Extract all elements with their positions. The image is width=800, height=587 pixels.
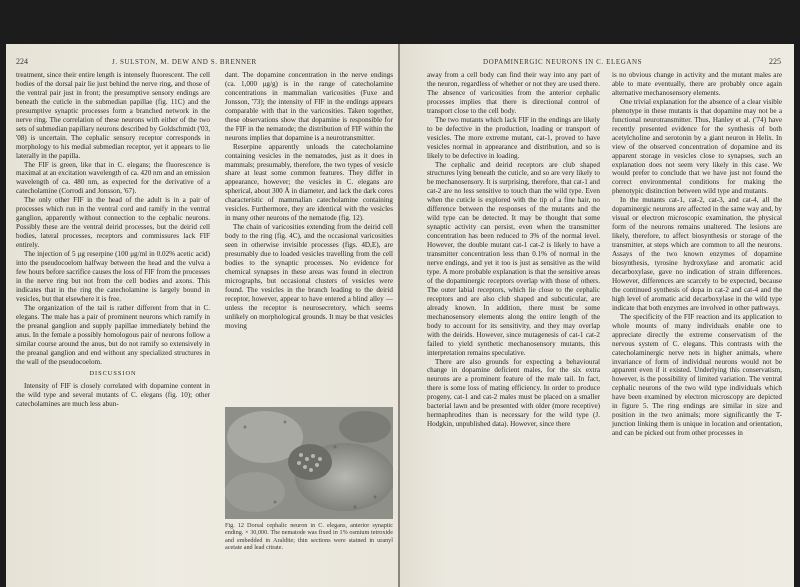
- paragraph: In the mutants cat-1, cat-2, cat-3, and cat-4, all the dopaminergic neurons are affected in the same way and, by visual or electron microscopic examination, the physical form of the neurons remains unaltered. The lesions are likely, therefore, to affect biosynthesis or storage of the transmitter, at steps which are common to all the neurons. Assays of the two known enzymes of dopamine biosynthesis, tyrosine hydroxylase and aromatic acid decarboxylase, gave no indication of strain differences. However, differences are scarcely to be expected, because the continued synthesis of dopa in cat-2 and cat-4 and the high level of aromatic acid decarboxylase in the wild type indicate that both enzymes are involved in other pathways.: [612, 196, 782, 312]
- left-running-head: J. SULSTON, M. DEW AND S. BRENNER: [112, 58, 257, 66]
- paragraph: The cephalic and deirid receptors are club shaped structures lying beneath the cuticle, and so are very likely to be mechanosensory. It is surprising, therefore, that cat-1 and cat-2 are no less sensitive to touch than the wild type. Even when the cuticle is explored with the tip of a fine hair, no difference between the responses of the mutants and the wild type can be detected. It may be thought that some synaptic activity can persist, even when the transmitter concentration has been reduced to 3% of the normal level. However, the double mutant cat-1 cat-2 is likely to have a transmitter concentration less than 0.1% of normal in the nerve endings, and yet it too is just as sensitive as the wild type. A more probable explanation is that the sensitive areas of the dopaminergic receptors overlap with those of others. The outer labial receptors, which lie close to the cephalic receptors and are also club shaped and subcuticular, are already known. In addition, there must be some mechanosensory elements along the entire length of the body to account for its sensitivity, and they may overlap with the deirids. However, since mutagenesis of cat-1 cat-2 failed to yield synthetic mechanosensory mutants, this interpretation remains speculative.: [427, 160, 600, 357]
- figure-caption: Fig. 12 Dorsal cephalic neuron in C. elegans, anterior synaptic ending. × 30,000. The nematode was fixed in 1% osmium tetroxide and embedded in Araldite; thin sections were stained in uranyl acetate and lead citrate.: [225, 522, 393, 551]
- right-page: [400, 44, 794, 587]
- paragraph: One trivial explanation for the absence of a clear visible phenotype in these mutants is that dopamine may not be a functional neurotransmitter. Thus, Hanley et al. ('74) have recently presented evidence for the synthesis of both acetylcholine and serotonin by a giant neuron in Helix. In view of the observed concentration of dopamine and its apparent storage in vesicles close to synapses, such an explanation does not seem very likely in this case. We would prefer to conclude that we have just not found the correct environmental conditions for making the phenotypic distinction between wild type and mutants.: [612, 97, 782, 196]
- paragraph: The organization of the tail is rather different from that in C. elegans. The male has a pair of prominent neurons which ramify in the preanal ganglion and supply papillae immediately behind the anus. In the female a possibly homologous pair of neurons follow a similar course around the anus, but do not ramify so extensively in the preanal ganglion and end without any specialized structures in the wall of the pseudocoelom.: [16, 303, 210, 366]
- micrograph-image: [225, 407, 393, 519]
- paragraph: dant. The dopamine concentration in the nerve endings (ca. 1,000 μg/g) is in the range of catecholamine concentrations in mammalian varicosities (Fuxe and Jonsson, '73); the intensity of FIF in the endings appears comparable with that in the varicosities. Taken together, these observations show that dopamine is responsible for the FIF in the nematode; the distribution of FIF within the neurons implies that dopamine is a neurotransmitter.: [225, 71, 393, 142]
- left-column-2: [225, 71, 393, 331]
- paragraph: The chain of varicosities extending from the deirid cell body to the ring (fig. 4C), and the occasional varicosities seen in otherwise invisible processes (figs. 4D,E), are presumably due to loaded vesicles travelling from the cell bodies to the synaptic processes. No evidence for chemical synapses in these areas was found in electron micrographs, but occasional clusters of vesicles were found. The vesicles in the branch leading to the deirid receptor, however, appear to have entered a blind alley — unless the receptor is neurosecretory, which seems unlikely on morphological grounds. It may be that vesicles moving: [225, 223, 393, 330]
- right-page-number: 225: [769, 57, 781, 66]
- paragraph: treatment, since their entire length is intensely fluorescent. The cell bodies of the dorsal pair lie just behind the nerve ring, and those of the ventral pair just in front; the presumptive sensory endings are beneath the cuticle in the submedian papillae (fig. 11C) and the presumptive synaptic processes form a branched network in the nerve ring. The correlation of these neurons with either of the two sets of submedian papillary neurons described by Goldschmidt ('03, '08) is uncertain. The cephalic sensory receptor corresponds in morphology to his medial submedian receptor, yet it appears to lie laterally in the papilla.: [16, 71, 210, 160]
- left-column-1: [16, 71, 210, 409]
- figure-12-micrograph: [225, 407, 393, 519]
- paragraph: The specificity of the FIF reaction and its application to whole mounts of many individuals enable one to appreciate directly the extreme conservatism of the nervous system of C. elegans. This contrasts with the catecholaminergic nerve nets in higher animals, where invariance of form of individual neurons would not be apparent even if it existed. Underlying this conservatism, however, is the possibility of limited variation. The ventral cephalic neurons of the two wild type individuals which have been examined by electron microscopy are depicted in figure 5. The ring endings are similar in size and position in the two animals; more significantly the T-junction linking them is unique in location and orientation, and can be picked out from other processes in: [612, 312, 782, 438]
- paragraph: away from a cell body can find their way into any part of the neuron, regardless of whether or not they are used there. The absence of varicosities from the anterior cephalic processes implies that there is directional control of transport close to the cell body.: [427, 71, 600, 115]
- paragraph: The FIF is green, like that in C. elegans; the fluorescence is maximal at an excitation wavelength of ca. 420 nm and an emission wavelength of ca. 480 nm, as expected for the derivative of a catecholamine (Corrodi and Jonsson, '67).: [16, 160, 210, 196]
- right-column-1: [427, 71, 600, 429]
- paragraph: The injection of 5 μg reserpine (100 μg/ml in 0.02% acetic acid) into the pseudocoelom halfway between the head and the vulva a few hours before sacrifice causes the loss of FIF from the processes in the nerve ring but not from the cell bodies and axons. This indicates that in the ring the catecholamine is largely bound in vesicles, but that elsewhere it is free.: [16, 250, 210, 303]
- left-page-number: 224: [16, 57, 28, 66]
- paragraph: Reserpine apparently unloads the catecholamine containing vesicles in the nematodes, just as it does in mammals; presumably, therefore, the two types of vesicle share at least some common features. They differ in appearance, however; the vesicles in C. elegans are spherical, about 300 Å in diameter, and lack the dark cores characteristic of mammalian catecholamine containing vesicles. Furthermore, they are identical with the vesicles in many other neurons of the nematode (fig. 12).: [225, 142, 393, 223]
- left-page: [6, 44, 398, 587]
- discussion-heading: DISCUSSION: [89, 370, 137, 378]
- paragraph: Intensity of FIF is closely correlated with dopamine content in the wild type and several mutants of C. elegans (fig. 10); other catecholamines are much less abun-: [16, 382, 210, 409]
- right-running-head: DOPAMINERGIC NEURONS IN C. ELEGANS: [483, 58, 643, 66]
- right-column-2: [612, 71, 782, 438]
- paragraph: The only other FIF in the head of the adult is in a pair of processes which run in the ventral cord and ramify in the ventral ganglion, apparently without connection to the cephalic neurons. Possibly these are the ventral deirid processes, but the deirid cell bodies, lateral processes, receptors and commissures lack FIF entirely.: [16, 196, 210, 250]
- paragraph: There are also grounds for expecting a behavioural change in dopamine deficient males, for the six extra neurons are a prominent feature of the male tail. In fact, there is some loss of mating efficiency. In order to produce progeny, cat-1 and cat-2 males must be placed on a smaller bacterial lawn and be presented with older (more receptive) hermaphrodites than is necessary for the wild type (J. Hodgkin, unpublished data). However, since there: [427, 357, 600, 429]
- paragraph: The two mutants which lack FIF in the endings are likely to be defective in the production, loading or transport of vesicles. The more extreme mutant, cat-1, proved to have vesicles normal in appearance and distribution, and so is likely to be defective in loading.: [427, 115, 600, 160]
- paragraph: is no obvious change in activity and the mutant males are able to mate eventually, there are probably once again alternative mechanosensory elements.: [612, 71, 782, 97]
